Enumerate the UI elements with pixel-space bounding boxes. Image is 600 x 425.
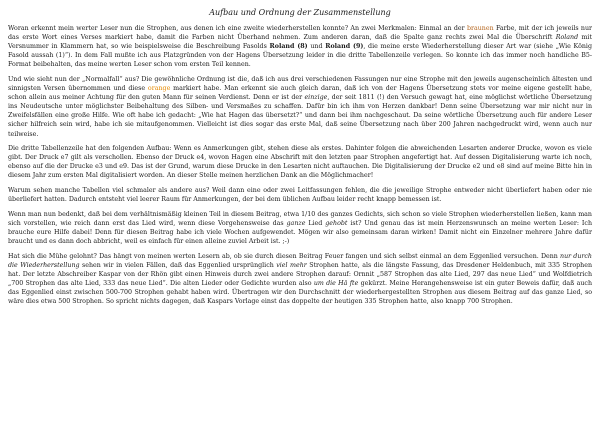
orange-color-word: orange [147, 85, 171, 93]
paragraph-2: Und wie sieht nun der „Normalfall“ aus? Die gewöhnliche Ordnung ist die, daß ich aus drei verschiedenen Fassungen nur eine Strophe mit den jeweils augenscheinlich ältesten und sinnigsten Versen übernommen und diese orange markiert habe. Man erkennt sie auch gleich daran, daß ich von der Hagens Übersetzung stets vor meine eigene gestellt habe, schon allein aus meiner Achtung für den guten Mann für seinen Verdienst. Denn er ist der einzige, der seit 1811 (!) den Versuch gewagt hat, eine möglichst wörtliche Übersetzung ins Neudeutsche unter möglichster Beibehaltung des Silben- und Versmaßes zu schaffen. Dafür bin ich ihm von Herzen dankbar! Denn seine Übersetzung war mir nicht nur in Zweifelsfällen eine große Hilfe. Wie oft habe ich gedacht: „Wie hat Hagen das übersetzt?“ und dann bei ihm nachgeschaut. Da seine wörtliche Übersetzung auch für andere Leser sicher hilfreich sein wird, habe ich sie mitaufgenommen. Vielleicht ist dies sogar das erste Mal, daß seine Übersetzung nach über 200 Jahren nachgedruckt wird, wenn auch nur teilweise. [8, 75, 592, 138]
page-title: Aufbau und Ordnung der Zusammenstellung [209, 8, 391, 17]
brown-color-word: braunen [466, 25, 494, 32]
paragraph-4: Warum sehen manche Tabellen viel schmaler als andere aus? Weil dann eine oder zwei Leitfassungen fehlen, die die jeweilige Strophe entweder nicht überliefert haben oder nie überliefert hatten. Dadurch entsteht viel leerer Raum für Anmerkungen, der bei dem üblichen Aufbau leider recht knapp bemessen ist. [8, 187, 592, 204]
paragraph-6: Hat sich die Mühe gelohnt? Das hängt von meinen werten Lesern ab, ob sie durch diesen Beitrag Feuer fangen und sich selbst einmal an dem Eggenlied versuchen. Denn nur durch die Wiederherstellung sehen wir in vielen Fällen, daß das Eggenlied ursprünglich viel mehr Strophen hatte, als die längste Fassung, das Dresdener Heldenbuch, mit 335 Strophen hat. Der letzte Abschreiber Kaspar von der Rhön gibt einen Hinweis durch zwei andere Strophen darauf: Ornnit „587 Strophen das alte Lied, 297 das neue Lied“ und Wolfdietrich „700 Strophen das alte Lied, 333 das neue Lied“. Die alten Lieder oder Gedichte wurden also um die Hä fte gekürzt. Meine Herangehensweise ist ein guter Beweis dafür, daß auch das Eggenlied einst zwischen 500-700 Strophen gehabt haben wird. Übertragen wir den Durchschnitt der wiederhergestellten Strophen aus diesem Beitrag auf das ganze Lied, so wäre dies etwa 500 Strophen. So spricht nichts dagegen, daß Kaspars Vorlage einst das doppelte der heutigen 335 Strophen hatte, also knapp 700 Strophen. [8, 252, 593, 306]
paragraph-5: Wenn man nun bedenkt, daß bei dem verhältnismäßig kleinen Teil in diesem Beitrag, etwa 1/10 des ganzes Gedichts, sich schon so viele Strophen wiederherstellen ließen, kann man sich vorstellen, wie reich dann erst das Lied wird, wenn diese Vorgehensweise das ganze Lied gehobt ist? Und genau das ist mein Herzenswunsch an meine werten Leser: Ich brauche eure Hilfe dabei! Denn für diesen Beitrag habe ich viele Wochen aufgewendet. Mögen wir also gemeinsam daran wirken! Damit nicht ein Einzelner mehrere Jahre dafür braucht und es dann doch abbricht, weil es einfach für einen alleine zuviel Arbeit ist. ;-) [8, 210, 593, 245]
paragraph-3: Die dritte Tabellenzeile hat den folgenden Aufbau: Wenn es Anmerkungen gibt, stehen diese als erstes. Dahinter folgen die abweichenden Lesarten anderer Drucke, wovon es viele gibt. Der Druck e7 gilt als verschollen. Ebenso der Druck e4, wovon Hagen eine Abschrift mit den letzten paar Strophen angefertigt hat. Auf dessen Digitalisierung warte ich noch, ebenso auf die der Drucke e3 und e9. Das ist der Grund, warum diese Drucke in den Lesarten nicht auftauchen. Die Digitalisierung der Drucke e2 und e8 sind auf meine Bitte hin in diesem Jahr zum ersten Mal digitalisiert worden. An dieser Stelle meinen herzlichen Dank an die Möglichmacher! [8, 145, 592, 180]
paragraph-1: Woran erkennt mein werter Leser nun die Strophen, aus denen ich eine zweite wiederherstellen konnte? An zwei Merkmalen: Einmal an der braunen Farbe, mit der ich jeweils nur das erste Wort eines Verses markiert habe, damit die Farben nicht Überhand nehmen. Zum anderen daran, daß die Spalte ganz rechts zwei Mal die Überschrift Roland mit Versnummer in Klammern hat, so wie beispielsweise die Beschreibung Fasolds Roland (8) und Roland (9), die meine erste Wiederherstellung dieser Art war (siehe „Wie König Fasold aussah (1)“). In dem Fall mußte ich aus Platzgründen von der Hagens Übersetzung leider in die dritte Tabellenzeile verlegen. So konnte ich das immer noch handliche B5-Format beibehalten, das meine werten Leser schon vom ersten Teil kennen. [8, 25, 593, 69]
